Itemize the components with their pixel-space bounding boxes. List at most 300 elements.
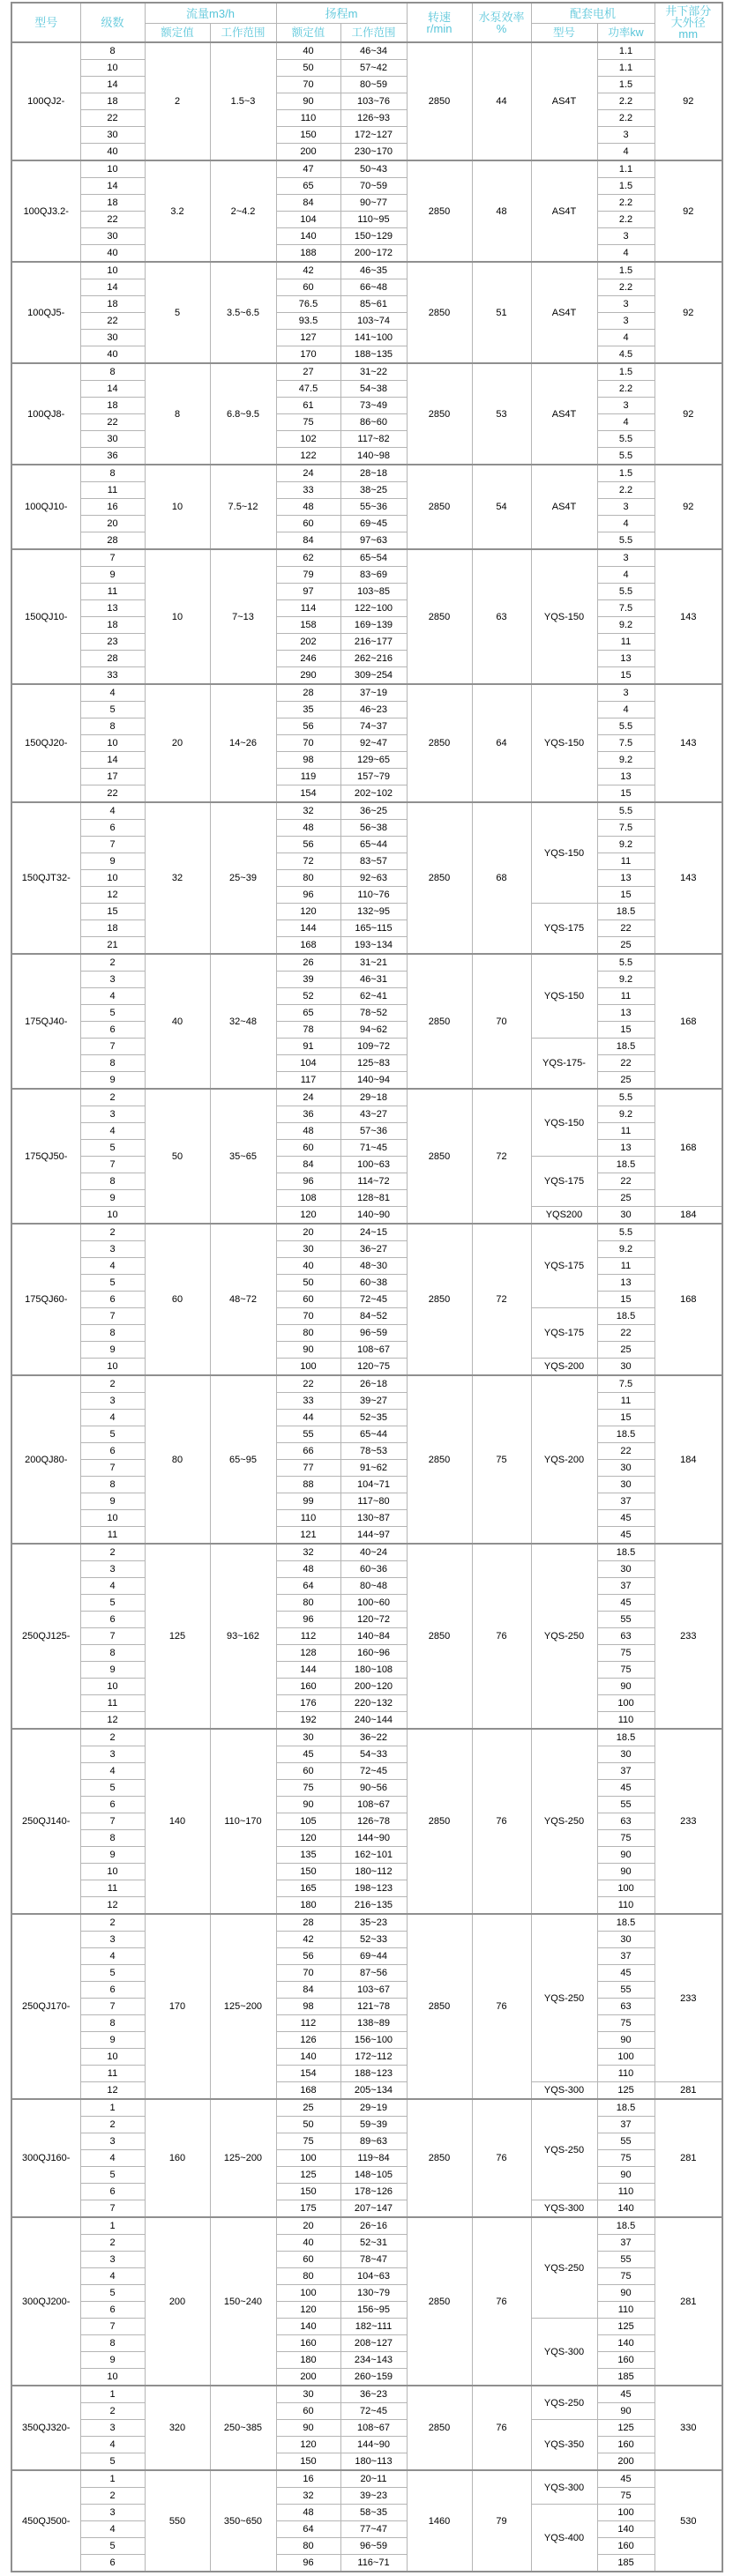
motor-power-cell: 11 (597, 634, 654, 651)
stage-cell: 9 (80, 853, 145, 870)
diameter-cell: 530 (654, 2470, 722, 2572)
table-row (11, 178, 722, 195)
stage-cell: 5 (80, 2453, 145, 2471)
efficiency-cell: 63 (472, 549, 531, 684)
motor-model-cell: YQS-300 (531, 2319, 597, 2386)
col-header-efficiency-line1: 水泵效率 (478, 10, 525, 24)
head-range-cell: 157~79 (340, 769, 407, 785)
head-rated-cell: 48 (276, 499, 340, 516)
motor-power-cell: 2.2 (597, 212, 654, 228)
head-range-cell: 80~48 (340, 1578, 407, 1595)
stage-cell: 3 (80, 2505, 145, 2521)
table-row (11, 1712, 722, 1730)
flow-range-cell: 2~4.2 (210, 160, 276, 262)
table-row (11, 1342, 722, 1359)
head-rated-cell: 80 (276, 1595, 340, 1612)
table-row (11, 1679, 722, 1695)
flow-range-cell: 32~48 (210, 954, 276, 1089)
stage-cell: 8 (80, 1830, 145, 1847)
table-row (11, 904, 722, 920)
table-row (11, 785, 722, 803)
stage-cell: 9 (80, 1342, 145, 1359)
head-range-cell: 86~60 (340, 414, 407, 431)
stage-cell: 5 (80, 1005, 145, 1022)
motor-power-cell: 75 (597, 2488, 654, 2505)
stage-cell: 22 (80, 110, 145, 127)
head-rated-cell: 119 (276, 769, 340, 785)
head-rated-cell: 78 (276, 1022, 340, 1039)
head-rated-cell: 150 (276, 2453, 340, 2471)
stage-cell: 2 (80, 1914, 145, 1932)
head-range-cell: 57~36 (340, 1123, 407, 1140)
motor-power-cell: 55 (597, 2252, 654, 2268)
stage-cell: 22 (80, 414, 145, 431)
head-range-cell: 46~34 (340, 42, 407, 60)
flow-rated-cell: 170 (145, 1914, 210, 2099)
table-row (11, 702, 722, 718)
head-range-cell: 138~89 (340, 2015, 407, 2032)
table-row (11, 42, 722, 60)
head-range-cell: 121~78 (340, 1999, 407, 2015)
head-rated-cell: 120 (276, 1830, 340, 1847)
motor-power-cell: 18.5 (597, 1039, 654, 1055)
motor-model-cell: YQS-400 (531, 2505, 597, 2572)
motor-power-cell: 90 (597, 2167, 654, 2184)
head-range-cell: 65~54 (340, 549, 407, 567)
stage-cell: 5 (80, 1426, 145, 1443)
stage-cell: 1 (80, 2099, 145, 2117)
head-rated-cell: 61 (276, 398, 340, 414)
head-rated-cell: 60 (276, 1140, 340, 1157)
table-row (11, 1055, 722, 1072)
head-rated-cell: 117 (276, 1072, 340, 1090)
stage-cell: 9 (80, 1662, 145, 1679)
stage-cell: 6 (80, 1022, 145, 1039)
motor-power-cell: 22 (597, 1325, 654, 1342)
motor-power-cell: 110 (597, 2066, 654, 2082)
table-row (11, 2167, 722, 2184)
model-cell: 100QJ2- (11, 42, 80, 160)
stage-cell: 4 (80, 2150, 145, 2167)
head-rated-cell: 135 (276, 1847, 340, 1864)
stage-cell: 3 (80, 972, 145, 988)
stage-cell: 7 (80, 1039, 145, 1055)
head-range-cell: 96~59 (340, 2538, 407, 2555)
table-row (11, 769, 722, 785)
table-row (11, 2268, 722, 2285)
head-rated-cell: 52 (276, 988, 340, 1005)
head-range-cell: 104~71 (340, 1477, 407, 1493)
stage-cell: 4 (80, 2437, 145, 2453)
stage-cell: 18 (80, 398, 145, 414)
table-row (11, 2505, 722, 2521)
head-range-cell: 52~33 (340, 1932, 407, 1948)
head-rated-cell: 80 (276, 2538, 340, 2555)
head-rated-cell: 60 (276, 279, 340, 296)
motor-power-cell: 110 (597, 2184, 654, 2200)
stage-cell: 13 (80, 600, 145, 617)
motor-power-cell: 75 (597, 2150, 654, 2167)
head-rated-cell: 154 (276, 785, 340, 803)
table-row (11, 2133, 722, 2150)
stage-cell: 4 (80, 802, 145, 820)
head-rated-cell: 144 (276, 920, 340, 937)
head-range-cell: 103~85 (340, 584, 407, 600)
head-rated-cell: 36 (276, 1106, 340, 1123)
motor-power-cell: 18.5 (597, 1544, 654, 1561)
head-range-cell: 103~74 (340, 313, 407, 330)
table-row (11, 2488, 722, 2505)
motor-power-cell: 18.5 (597, 1426, 654, 1443)
flow-range-cell: 6.8~9.5 (210, 363, 276, 465)
stage-cell: 4 (80, 1410, 145, 1426)
head-range-cell: 116~71 (340, 2555, 407, 2572)
table-row (11, 549, 722, 567)
table-row (11, 1864, 722, 1880)
diameter-cell: 281 (654, 2099, 722, 2217)
table-row (11, 617, 722, 634)
stage-cell: 2 (80, 1089, 145, 1106)
table-row (11, 2521, 722, 2538)
head-rated-cell: 44 (276, 1410, 340, 1426)
table-row (11, 2015, 722, 2032)
speed-cell: 2850 (407, 160, 472, 262)
motor-power-cell: 7.5 (597, 600, 654, 617)
head-rated-cell: 35 (276, 702, 340, 718)
motor-power-cell: 75 (597, 2015, 654, 2032)
stage-cell: 5 (80, 702, 145, 718)
head-range-cell: 200~120 (340, 1679, 407, 1695)
head-rated-cell: 65 (276, 1005, 340, 1022)
stage-cell: 6 (80, 1797, 145, 1813)
stage-cell: 10 (80, 1207, 145, 1225)
stage-cell: 9 (80, 2352, 145, 2369)
motor-power-cell: 1.5 (597, 178, 654, 195)
table-row (11, 651, 722, 667)
efficiency-cell: 53 (472, 363, 531, 465)
stage-cell: 4 (80, 988, 145, 1005)
head-rated-cell: 126 (276, 2032, 340, 2049)
flow-range-cell: 93~162 (210, 1544, 276, 1729)
table-row (11, 870, 722, 887)
head-range-cell: 58~35 (340, 2505, 407, 2521)
table-row (11, 1106, 722, 1123)
head-rated-cell: 40 (276, 42, 340, 60)
head-rated-cell: 40 (276, 1258, 340, 1275)
head-range-cell: 71~45 (340, 1140, 407, 1157)
stage-cell: 22 (80, 313, 145, 330)
table-row (11, 195, 722, 212)
motor-power-cell: 15 (597, 785, 654, 803)
head-rated-cell: 140 (276, 228, 340, 245)
head-range-cell: 36~27 (340, 1241, 407, 1258)
head-range-cell: 35~23 (340, 1914, 407, 1932)
stage-cell: 8 (80, 1055, 145, 1072)
head-range-cell: 172~112 (340, 2049, 407, 2066)
table-row (11, 2032, 722, 2049)
flow-range-cell: 350~650 (210, 2470, 276, 2572)
motor-power-cell: 15 (597, 887, 654, 904)
table-row (11, 600, 722, 617)
diameter-cell: 92 (654, 42, 722, 160)
motor-power-cell: 25 (597, 1072, 654, 1090)
table-row (11, 684, 722, 702)
motor-power-cell: 90 (597, 1847, 654, 1864)
stage-cell: 7 (80, 1813, 145, 1830)
stage-cell: 23 (80, 634, 145, 651)
efficiency-cell: 48 (472, 160, 531, 262)
head-rated-cell: 48 (276, 1123, 340, 1140)
motor-power-cell: 45 (597, 1595, 654, 1612)
stage-cell: 20 (80, 516, 145, 532)
motor-model-cell: YQS-150 (531, 549, 597, 684)
motor-power-cell: 5.5 (597, 1224, 654, 1241)
speed-cell: 2850 (407, 42, 472, 160)
motor-power-cell: 160 (597, 2352, 654, 2369)
col-header-motor: 配套电机 (531, 3, 654, 24)
motor-power-cell: 30 (597, 1207, 654, 1225)
table-row (11, 1292, 722, 1308)
table-row (11, 1999, 722, 2015)
table-row (11, 752, 722, 769)
head-range-cell: 126~93 (340, 110, 407, 127)
head-rated-cell: 122 (276, 448, 340, 465)
efficiency-cell: 70 (472, 954, 531, 1089)
head-range-cell: 150~129 (340, 228, 407, 245)
head-rated-cell: 170 (276, 346, 340, 364)
head-range-cell: 120~72 (340, 1612, 407, 1628)
motor-model-cell: YQS-175 (531, 1157, 597, 1207)
head-rated-cell: 30 (276, 2386, 340, 2403)
stage-cell: 5 (80, 2167, 145, 2184)
head-range-cell: 140~98 (340, 448, 407, 465)
table-row (11, 1224, 722, 1241)
table-row (11, 1763, 722, 1780)
motor-power-cell: 200 (597, 2453, 654, 2471)
motor-power-cell: 18.5 (597, 2099, 654, 2117)
table-row (11, 346, 722, 364)
motor-power-cell: 75 (597, 2268, 654, 2285)
head-range-cell: 309~254 (340, 667, 407, 685)
stage-cell: 18 (80, 296, 145, 313)
head-range-cell: 46~31 (340, 972, 407, 988)
stage-cell: 22 (80, 212, 145, 228)
head-rated-cell: 96 (276, 887, 340, 904)
head-rated-cell: 27 (276, 363, 340, 381)
table-row (11, 1813, 722, 1830)
table-row (11, 802, 722, 820)
model-cell: 300QJ200- (11, 2217, 80, 2386)
head-range-cell: 108~67 (340, 2420, 407, 2437)
head-range-cell: 43~27 (340, 1106, 407, 1123)
motor-power-cell: 30 (597, 1460, 654, 1477)
head-range-cell: 122~100 (340, 600, 407, 617)
stage-cell: 9 (80, 1190, 145, 1207)
head-rated-cell: 66 (276, 1443, 340, 1460)
stage-cell: 4 (80, 1763, 145, 1780)
motor-power-cell: 5.5 (597, 448, 654, 465)
table-row (11, 1965, 722, 1982)
head-rated-cell: 56 (276, 1948, 340, 1965)
head-range-cell: 182~111 (340, 2319, 407, 2335)
stage-cell: 18 (80, 617, 145, 634)
head-range-cell: 207~147 (340, 2200, 407, 2218)
head-range-cell: 72~45 (340, 2403, 407, 2420)
head-range-cell: 20~11 (340, 2470, 407, 2488)
stage-cell: 10 (80, 1679, 145, 1695)
head-range-cell: 180~113 (340, 2453, 407, 2471)
stage-cell: 21 (80, 937, 145, 955)
motor-power-cell: 90 (597, 2403, 654, 2420)
head-range-cell: 69~45 (340, 516, 407, 532)
head-range-cell: 144~97 (340, 1527, 407, 1545)
head-range-cell: 29~18 (340, 1089, 407, 1106)
stage-cell: 10 (80, 60, 145, 77)
motor-power-cell: 37 (597, 2117, 654, 2133)
motor-power-cell: 3 (597, 684, 654, 702)
model-cell: 350QJ320- (11, 2386, 80, 2470)
model-cell: 175QJ60- (11, 1224, 80, 1375)
head-rated-cell: 42 (276, 262, 340, 279)
speed-cell: 2850 (407, 363, 472, 465)
head-range-cell: 169~139 (340, 617, 407, 634)
head-rated-cell: 110 (276, 1510, 340, 1527)
diameter-cell: 184 (654, 1375, 722, 1544)
head-rated-cell: 112 (276, 1628, 340, 1645)
head-range-cell: 130~87 (340, 1510, 407, 1527)
head-rated-cell: 90 (276, 1797, 340, 1813)
head-range-cell: 65~44 (340, 1426, 407, 1443)
diameter-cell: 233 (654, 1914, 722, 2082)
motor-power-cell: 4 (597, 330, 654, 346)
motor-power-cell: 5.5 (597, 532, 654, 550)
col-header-motor-model: 型号 (531, 24, 597, 43)
head-rated-cell: 188 (276, 245, 340, 263)
model-cell: 450QJ500- (11, 2470, 80, 2572)
stage-cell: 11 (80, 1695, 145, 1712)
table-row (11, 381, 722, 398)
motor-model-cell: YQS-175 (531, 1308, 597, 1359)
table-row (11, 2235, 722, 2252)
flow-rated-cell: 50 (145, 1089, 210, 1224)
head-range-cell: 160~96 (340, 1645, 407, 1662)
motor-power-cell: 11 (597, 1258, 654, 1275)
head-range-cell: 193~134 (340, 937, 407, 955)
efficiency-cell: 54 (472, 465, 531, 549)
motor-power-cell: 30 (597, 1746, 654, 1763)
head-range-cell: 110~76 (340, 887, 407, 904)
col-header-speed (407, 3, 472, 42)
head-rated-cell: 33 (276, 482, 340, 499)
head-rated-cell: 47.5 (276, 381, 340, 398)
head-range-cell: 48~30 (340, 1258, 407, 1275)
motor-power-cell: 5.5 (597, 1089, 654, 1106)
stage-cell: 8 (80, 465, 145, 482)
head-rated-cell: 99 (276, 1493, 340, 1510)
head-range-cell: 69~44 (340, 1948, 407, 1965)
table-row (11, 144, 722, 161)
stage-cell: 6 (80, 1443, 145, 1460)
stage-cell: 8 (80, 1325, 145, 1342)
stage-cell: 8 (80, 2335, 145, 2352)
speed-cell: 2850 (407, 802, 472, 954)
stage-cell: 7 (80, 1460, 145, 1477)
model-cell: 100QJ8- (11, 363, 80, 465)
col-header-flow-range: 工作范围 (210, 24, 276, 43)
head-rated-cell: 158 (276, 617, 340, 634)
col-header-stages: 级数 (80, 3, 145, 42)
table-row (11, 1039, 722, 1055)
col-header-efficiency (472, 3, 531, 42)
flow-range-cell: 7~13 (210, 549, 276, 684)
table-row (11, 1914, 722, 1932)
motor-power-cell: 9.2 (597, 752, 654, 769)
motor-power-cell: 18.5 (597, 1914, 654, 1932)
head-rated-cell: 70 (276, 735, 340, 752)
motor-model-cell: YQS-150 (531, 1089, 597, 1157)
motor-power-cell: 25 (597, 1190, 654, 1207)
head-rated-cell: 20 (276, 2217, 340, 2235)
head-rated-cell: 79 (276, 567, 340, 584)
motor-power-cell: 100 (597, 1695, 654, 1712)
head-range-cell: 216~135 (340, 1897, 407, 1915)
stage-cell: 6 (80, 1612, 145, 1628)
motor-power-cell: 37 (597, 1578, 654, 1595)
head-rated-cell: 192 (276, 1712, 340, 1730)
speed-cell: 2850 (407, 2386, 472, 2470)
table-row (11, 1072, 722, 1090)
motor-power-cell: 9.2 (597, 1106, 654, 1123)
motor-model-cell: YQS-300 (531, 2200, 597, 2218)
motor-power-cell: 18.5 (597, 1157, 654, 1173)
diameter-cell: 233 (654, 1729, 722, 1914)
motor-power-cell: 11 (597, 1123, 654, 1140)
head-range-cell: 26~16 (340, 2217, 407, 2235)
table-row (11, 414, 722, 431)
table-row (11, 2319, 722, 2335)
head-range-cell: 180~108 (340, 1662, 407, 1679)
head-range-cell: 36~25 (340, 802, 407, 820)
head-range-cell: 188~135 (340, 346, 407, 364)
table-row (11, 1207, 722, 1225)
table-row (11, 920, 722, 937)
head-range-cell: 91~62 (340, 1460, 407, 1477)
table-row (11, 296, 722, 313)
model-cell: 150QJ10- (11, 549, 80, 684)
diameter-cell: 184 (654, 1207, 722, 1225)
table-row (11, 972, 722, 988)
motor-power-cell: 18.5 (597, 2217, 654, 2235)
table-row (11, 330, 722, 346)
table-row (11, 1443, 722, 1460)
speed-cell: 2850 (407, 549, 472, 684)
head-range-cell: 46~35 (340, 262, 407, 279)
table-row (11, 1729, 722, 1746)
motor-power-cell: 3 (597, 313, 654, 330)
stage-cell: 18 (80, 195, 145, 212)
stage-cell: 18 (80, 93, 145, 110)
table-row (11, 2403, 722, 2420)
head-range-cell: 200~172 (340, 245, 407, 263)
col-header-speed-line2: r/min (426, 21, 453, 35)
table-row (11, 1645, 722, 1662)
head-range-cell: 46~23 (340, 702, 407, 718)
head-rated-cell: 120 (276, 2437, 340, 2453)
head-range-cell: 156~100 (340, 2032, 407, 2049)
head-rated-cell: 22 (276, 1375, 340, 1393)
stage-cell: 14 (80, 77, 145, 93)
stage-cell: 11 (80, 1880, 145, 1897)
